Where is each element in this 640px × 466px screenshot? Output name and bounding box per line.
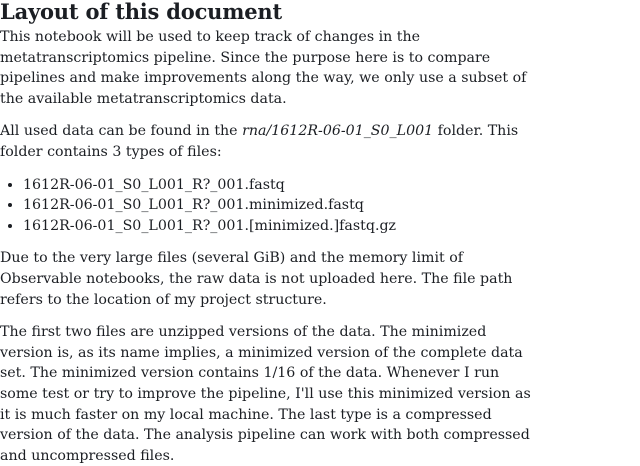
folder-path: rna/1612R-06-01_S0_L001 xyxy=(242,123,434,140)
section-heading: Layout of this document xyxy=(0,0,282,24)
memory-limit-paragraph: Due to the very large files (several GiB) and the memory limit of Observable notebooks, the raw data is not uploaded here. The file path refers to the location of my project structure. xyxy=(0,250,513,308)
file-list-item: • 1612R-06-01_S0_L001_R?_001.minimized.fastq xyxy=(23,195,640,216)
file-list-item: • 1612R-06-01_S0_L001_R?_001.[minimized.]fastq.gz xyxy=(23,216,640,237)
file-versions-paragraph: The first two files are unzipped versions of the data. The minimized version is, as its name implies, a minimized version of the complete data set. The minimized version contains 1/16 of the data. Whenever I run some test or try to improve the pipeline, I'll use this minimized version as it is much faster on my local machine. The last type is a compressed version of the data. The analysis pipeline can work with both compressed and uncompressed files. xyxy=(0,324,531,464)
intro-paragraph: This notebook will be used to keep track of changes in the metatranscriptomics pipeline. Since the purpose here is to compare pipelines and make improvements along the way, we only use a subset of the available metatranscriptomics data. xyxy=(0,29,527,107)
file-list xyxy=(0,175,640,237)
data-location-text-start: All used data can be found in the xyxy=(0,123,243,140)
data-location-text-end: folder. This folder contains 3 types of files: xyxy=(0,123,519,160)
data-location-paragraph xyxy=(0,121,540,162)
file-list-item: • 1612R-06-01_S0_L001_R?_001.fastq xyxy=(23,175,640,196)
